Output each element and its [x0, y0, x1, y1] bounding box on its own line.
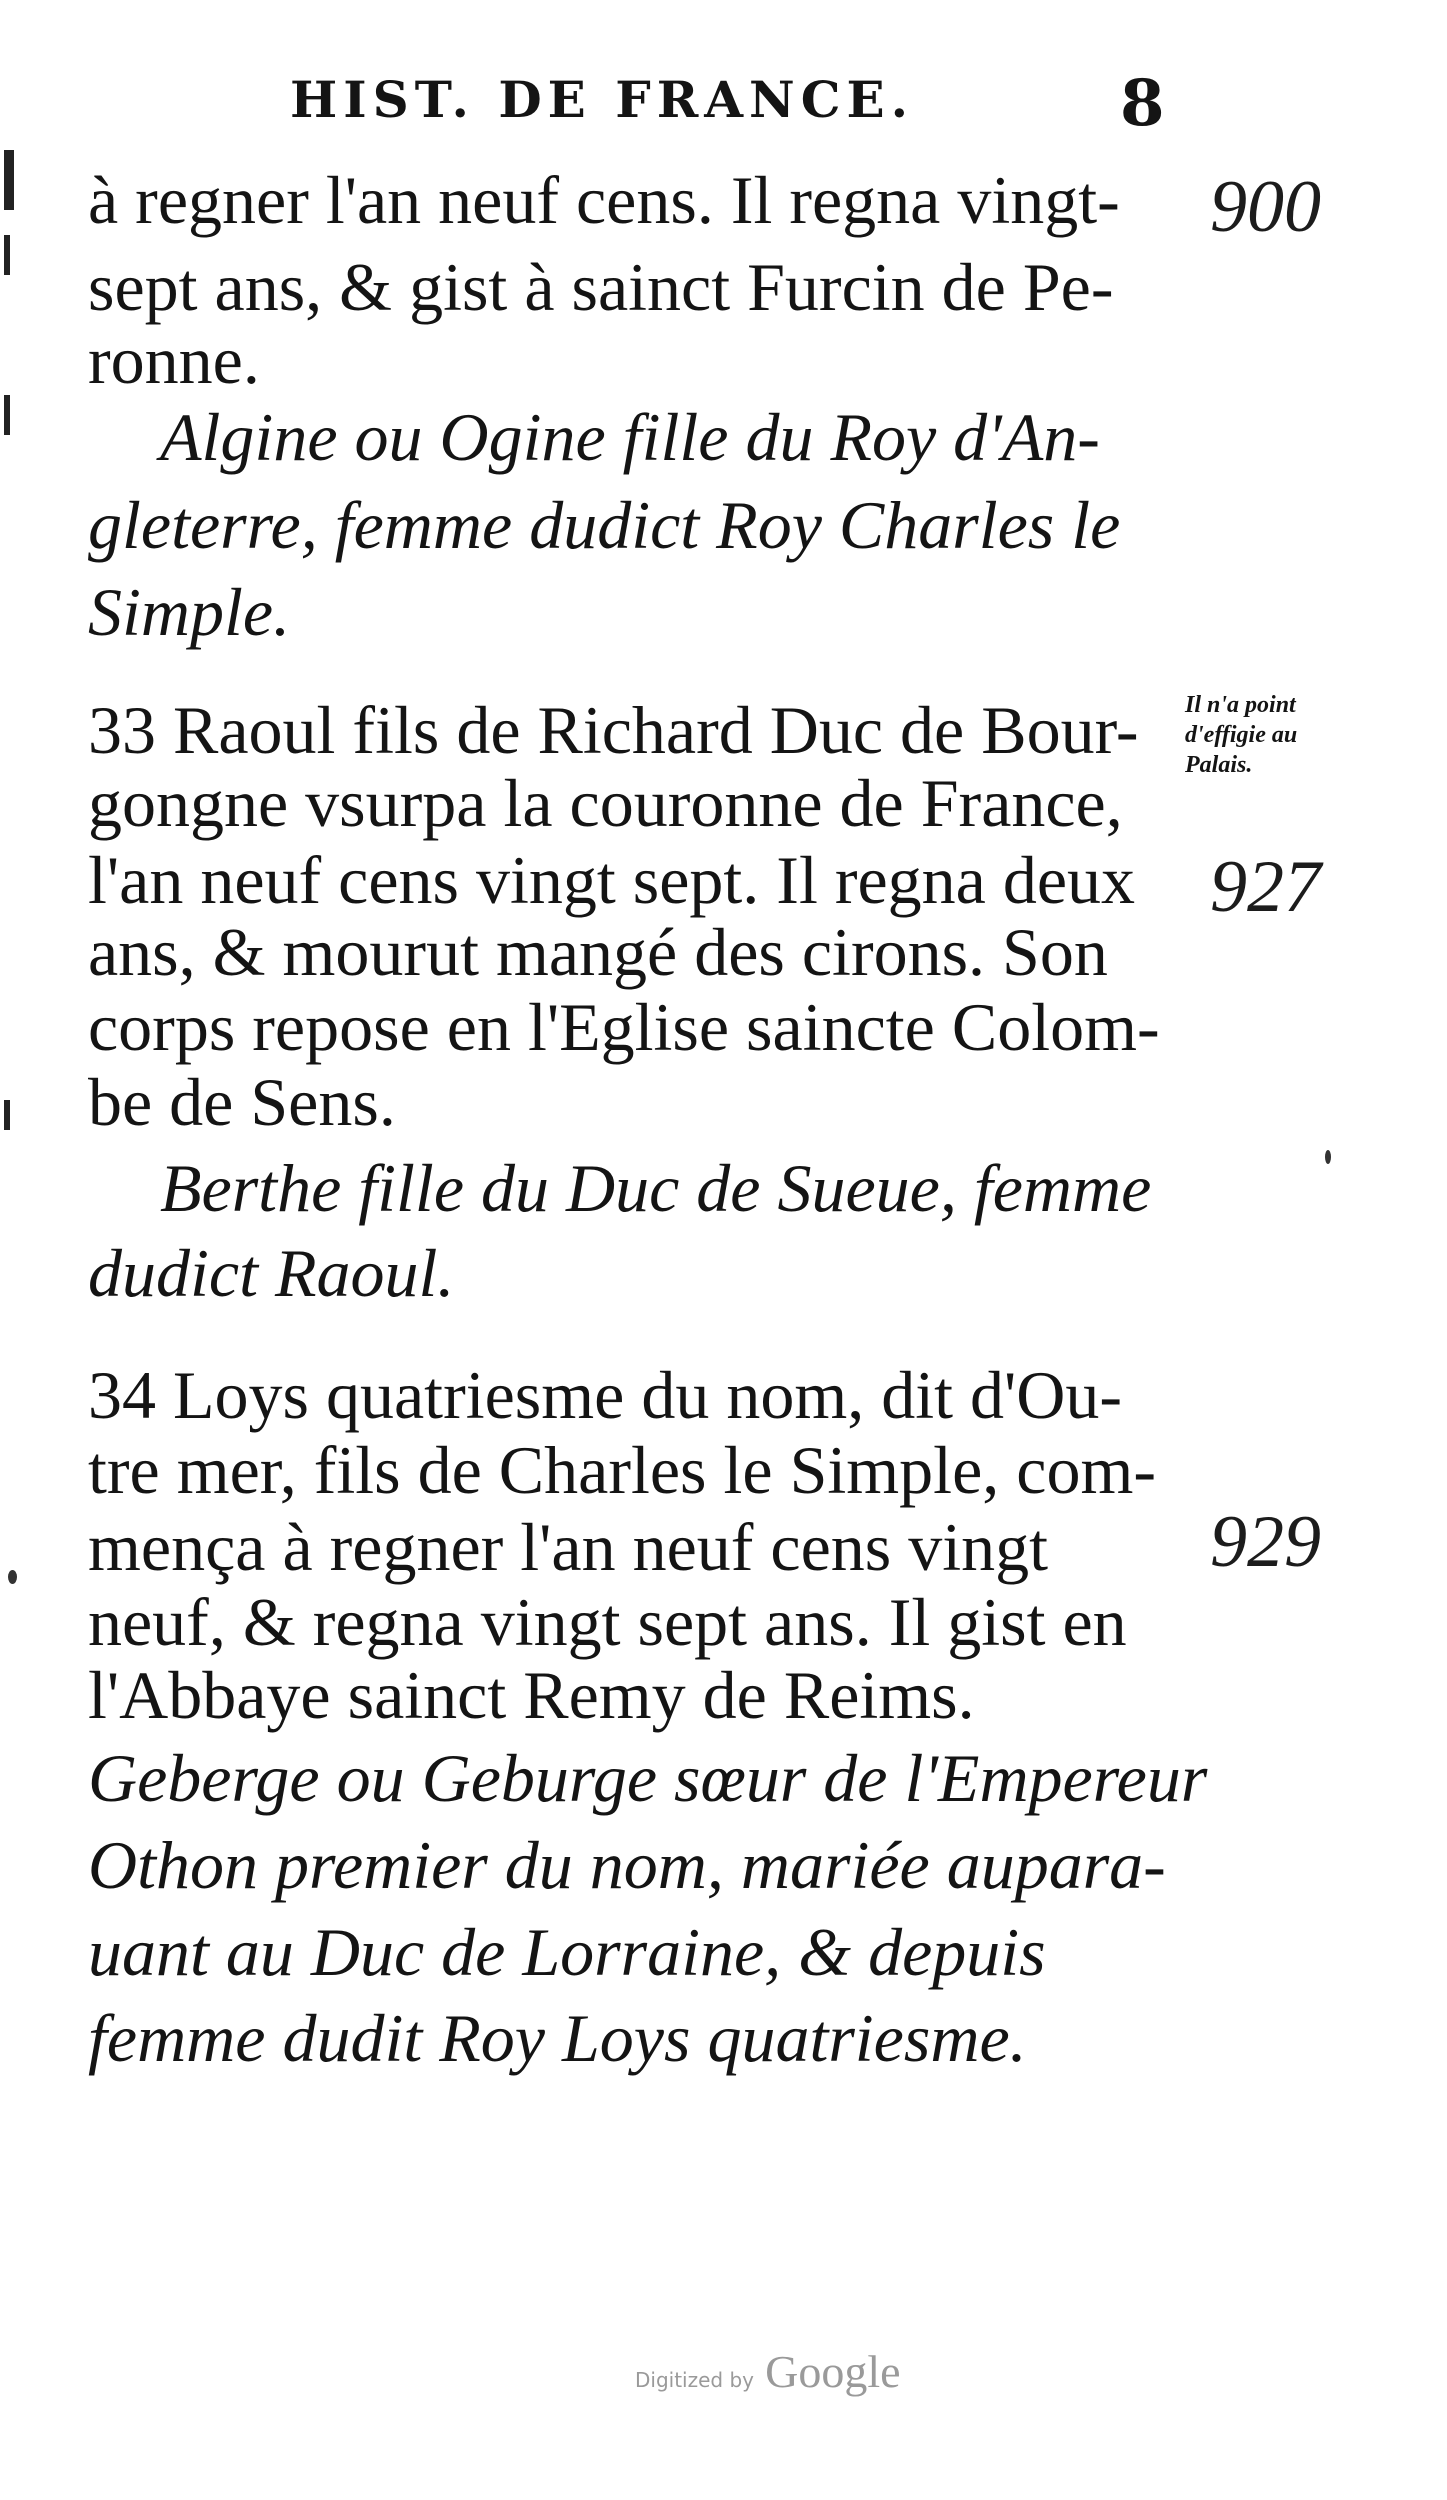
margin-year: 929: [1210, 1501, 1321, 1583]
ink-speck: [8, 1570, 17, 1584]
text-line: l'Abbaye sainct Remy de Reims.: [88, 1657, 975, 1733]
digitized-by-google: [635, 2345, 901, 2398]
text-line: 34 Loys quatriesme du nom, dit d'Ou-: [88, 1357, 1123, 1433]
margin-note: [1185, 690, 1415, 780]
text-line: l'an neuf cens vingt sept. Il regna deux: [88, 842, 1136, 918]
text-line: gongne vsurpa la couronne de France,: [88, 765, 1123, 841]
margin-note-line: Il n'a point: [1185, 692, 1296, 718]
running-title: HIST. DE FRANCE.: [290, 70, 915, 129]
margin-note-line: d'effigie au: [1185, 722, 1298, 748]
text-line: Berthe fille du Duc de Sueue, femme: [160, 1150, 1152, 1226]
text-line: mença à regner l'an neuf cens vingt: [88, 1509, 1049, 1585]
page-number: 8: [1120, 66, 1165, 141]
google-logo: Google: [765, 2346, 901, 2397]
text-line: gleterre, femme dudict Roy Charles le: [88, 487, 1121, 563]
text-line: Algine ou Ogine fille du Roy d'An-: [160, 399, 1100, 475]
text-line: ans, & mourut mangé des cirons. Son: [88, 914, 1108, 990]
text-line: be de Sens.: [88, 1064, 396, 1140]
text-line: ronne.: [88, 322, 260, 398]
text-line: Geberge ou Geburge sœur de l'Empereur: [88, 1740, 1208, 1816]
text-line: sept ans, & gist à sainct Furcin de Pe-: [88, 249, 1114, 325]
text-line: neuf, & regna vingt sept ans. Il gist en: [88, 1584, 1127, 1660]
page-edge-mark: [4, 235, 10, 275]
margin-year: 900: [1210, 166, 1321, 248]
text-line: Simple.: [88, 574, 291, 650]
text-line: 33 Raoul fils de Richard Duc de Bour-: [88, 692, 1139, 768]
page-edge-mark: [4, 1100, 10, 1130]
text-line: tre mer, fils de Charles le Simple, com-: [88, 1432, 1156, 1508]
text-line: corps repose en l'Eglise saincte Colom-: [88, 989, 1160, 1065]
text-line: Othon premier du nom, mariée aupara-: [88, 1827, 1166, 1903]
margin-note-line: Palais.: [1185, 752, 1253, 778]
text-line: à regner l'an neuf cens. Il regna vingt-: [88, 162, 1120, 238]
text-line: uant au Duc de Lorraine, & depuis: [88, 1914, 1046, 1990]
margin-year: 927: [1210, 846, 1321, 928]
text-line: dudict Raoul.: [88, 1235, 455, 1311]
digitized-by-label: Digitized by: [635, 2368, 754, 2392]
page-edge-mark: [4, 150, 14, 210]
text-line: femme dudit Roy Loys quatriesme.: [88, 2000, 1027, 2076]
ink-speck: [1325, 1150, 1331, 1164]
page-edge-mark: [4, 395, 10, 435]
